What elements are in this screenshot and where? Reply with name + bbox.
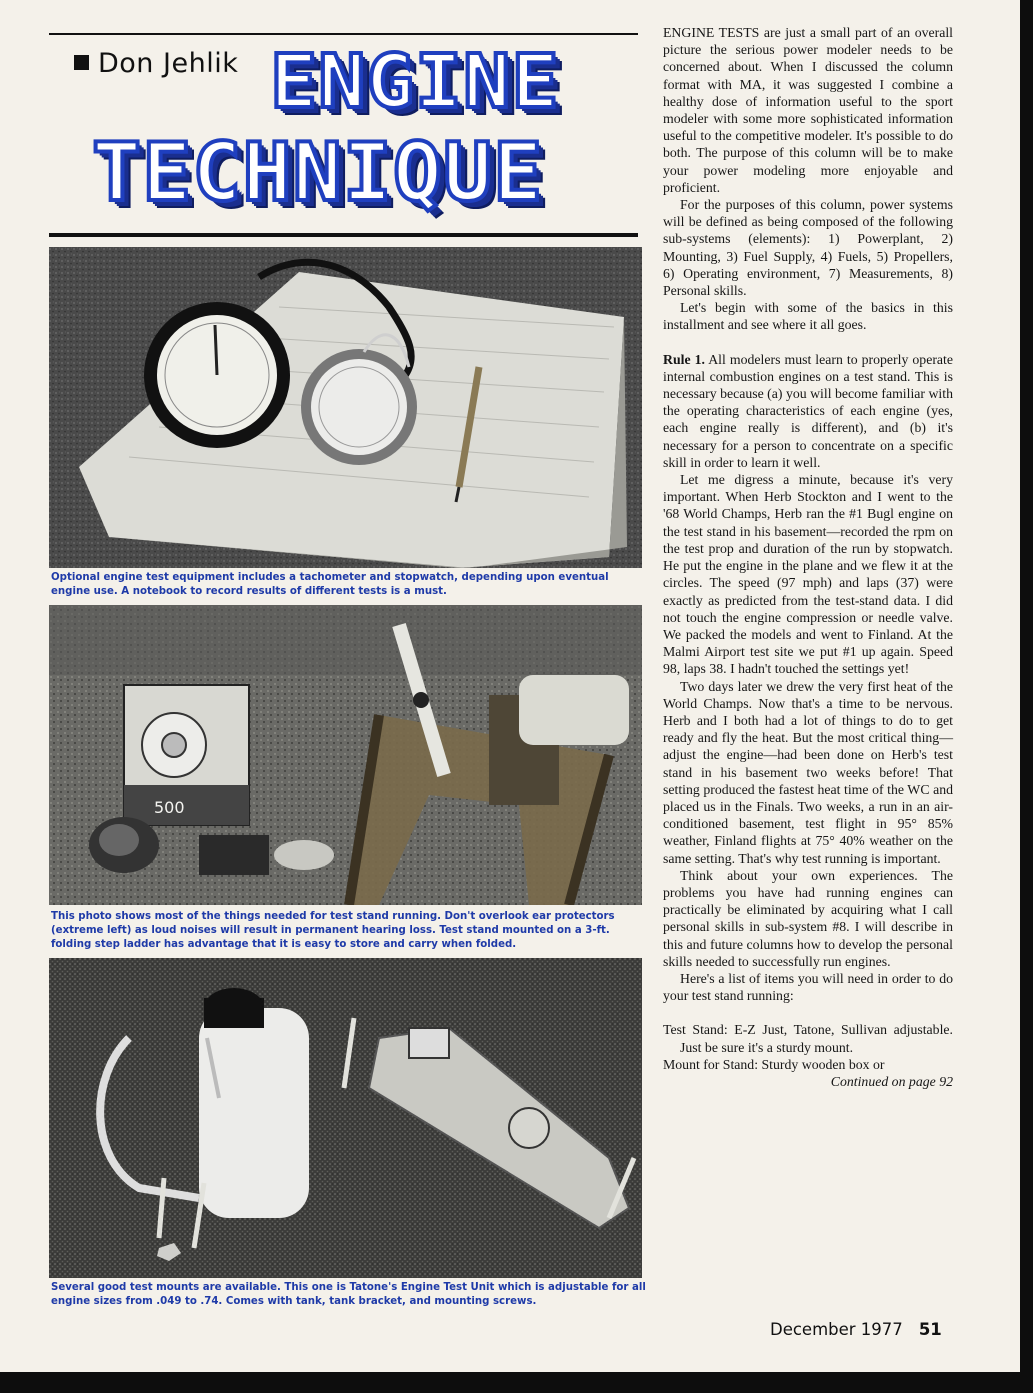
- author-name: Don Jehlik: [98, 48, 239, 79]
- list-item-test-stand: Test Stand: E-Z Just, Tatone, Sullivan adjustable. Just be sure it's a sturdy mount.: [663, 1022, 953, 1055]
- paragraph-list-intro: Here's a list of items you will need in order to do your test stand running:: [663, 970, 953, 1004]
- page-footer: [770, 1320, 942, 1339]
- box-label: 500: [154, 798, 185, 817]
- paragraph-begin: Let's begin with some of the basics in this installment and see where it all goes.: [663, 300, 953, 333]
- photo-test-equipment: [49, 247, 642, 568]
- list-item-mount: Mount for Stand: Sturdy wooden box or: [663, 1056, 885, 1072]
- article-body: [663, 24, 953, 1090]
- photo-test-stand: [49, 605, 642, 905]
- page-number: 51: [918, 1320, 942, 1339]
- photo-test-mount: [49, 958, 642, 1278]
- continued-note: Continued on page 92: [830, 1073, 953, 1089]
- paragraph-intro: ENGINE TESTS are just a small part of an overall picture the serious power modeler needs to be concerned about. When I discussed the column format with MA, it was suggested I combine a healthy dose of information useful to the sport modeler with some more sophisticated information useful to the competitive modeler. It's possible to do both. The purpose of this column will be to make your power modeling more enjoyable and proficient.: [663, 25, 953, 195]
- issue-date: December 1977: [770, 1320, 903, 1339]
- paragraph-digress: Let me digress a minute, because it's very important. When Herb Stockton and I went to the '68 World Champs, Herb ran the #1 Bugl engine on the test stand in his basement—recorded the rpm on the test prop and duration of the run by stopwatch. He put the engine in the plane and we flew it at the circles. The speed (97 mph) and laps (37) were exactly as predicted from the test-stand data. I did not touch the engine compression or needle valve. We packed the models and went to Finland. At the Malmi Airport test site we put #1 up again. Speed 98, laps 38. I hadn't touched the settings yet!: [663, 472, 953, 677]
- byline: [74, 48, 238, 79]
- byline-square-bullet: [74, 55, 89, 70]
- paragraph-experiences: Think about your own experiences. The problems you have had running engines can practically be eliminated by acquiring what I call personal skills in sub-system #8. I will describe in this and future columns how to develop the personal skills needed to successfully run engines.: [663, 867, 953, 969]
- top-rule: [49, 33, 638, 35]
- title-rule: [49, 233, 638, 237]
- caption-photo-1: Optional engine test equipment includes a tachometer and stopwatch, depending upon eventual engine use. A notebook to record results of different tests is a must.: [51, 572, 609, 597]
- paragraph-rule-1: [663, 351, 953, 471]
- rule-1-text: All modelers must learn to properly operate internal combustion engines on a test stand. This is necessary because (a) you will become familiar with the operating characteristics of each engine (yes, each engine really is different), and (b) it's necessary for a person to concentrate on a specific skill in order to learn it well.: [663, 351, 953, 470]
- title-line-2: TECHNIQUE: [92, 126, 544, 219]
- caption-photo-3: Several good test mounts are available. This one is Tatone's Engine Test Unit which is adjustable for all engine sizes from .049 to .74. Comes with tank, tank bracket, and mounting screws.: [51, 1282, 646, 1307]
- paragraph-world-champs: Two days later we drew the very first heat of the World Champs. Now that's a time to be nervous. Herb and I both had a lot of things to do to get ready and fly the heat. But the most critical thing—adjust the engine—had been done on Herb's test stand in his basement two weeks before! That setting produced the fastest heat time of the WC and placed us in the Finals. Two weeks, a run in an air-conditioned basement, test flight in 95° 85% weather, Finland flights at 75° 40% weather on the same setting. That's why test running is important.: [663, 678, 953, 866]
- caption-photo-2: This photo shows most of the things needed for test stand running. Don't overlook ear protectors (extreme left) as loud noises will result in permanent hearing loss. Test stand mounted on a 3-ft. folding step ladder has advantage that it is easy to store and carry when folded.: [51, 911, 615, 950]
- paragraph-subsystems: For the purposes of this column, power systems will be defined as being composed of the following sub-systems (elements): 1) Powerplant, 2) Mounting, 3) Fuel Supply, 4) Fuels, 5) Propellers, 6) Operating environment, 7) Measurements, 8) Personal skills.: [663, 197, 953, 299]
- title-line-1: ENGINE: [270, 39, 560, 125]
- rule-1-lead: Rule 1.: [663, 351, 705, 367]
